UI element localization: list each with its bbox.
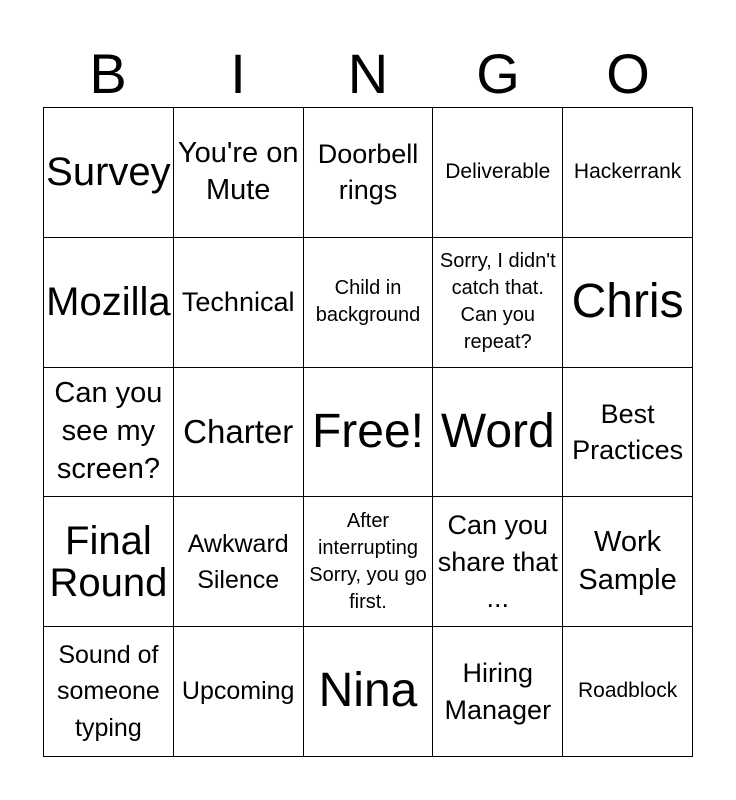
bingo-cell[interactable]: [433, 368, 563, 498]
bingo-cell[interactable]: [174, 238, 304, 368]
bingo-cell-label: Hackerrank: [573, 160, 682, 184]
bingo-cell[interactable]: [304, 627, 434, 757]
bingo-cell-label: Survey: [46, 150, 171, 195]
bingo-cell-label: Awkward Silence: [187, 529, 289, 594]
bingo-cell-label: Free!: [311, 404, 424, 458]
bingo-cell[interactable]: [563, 108, 693, 238]
bingo-header: [43, 40, 693, 108]
bingo-cell[interactable]: [433, 108, 563, 238]
bingo-cell[interactable]: [44, 497, 174, 627]
bingo-cell[interactable]: [563, 368, 693, 498]
header-letter-o: O: [606, 42, 650, 105]
bingo-cell[interactable]: [44, 108, 174, 238]
bingo-cell-label: Word: [440, 404, 555, 458]
bingo-cell-label: Sorry, I didn't catch that. Can you repeat?: [439, 250, 556, 354]
bingo-cell-label: Child in background: [315, 277, 421, 327]
bingo-cell[interactable]: [174, 627, 304, 757]
bingo-cell[interactable]: [174, 368, 304, 498]
bingo-cell-label: Mozilla: [46, 280, 171, 325]
bingo-cell-label: Deliverable: [445, 160, 551, 184]
header-letter-g: G: [476, 42, 520, 105]
bingo-cell-label: Technical: [181, 286, 295, 317]
bingo-cell-label: Roadblock: [577, 679, 678, 703]
bingo-cell-label: Final Round: [49, 518, 168, 605]
bingo-cell[interactable]: [433, 238, 563, 368]
bingo-cell[interactable]: [174, 108, 304, 238]
bingo-cell[interactable]: [304, 497, 434, 627]
bingo-cell-label: Chris: [571, 275, 684, 328]
bingo-cell-label: You're on Mute: [177, 136, 299, 207]
bingo-board: [43, 107, 693, 757]
bingo-cell-label: Best Practices: [572, 398, 684, 465]
bingo-cell[interactable]: [563, 497, 693, 627]
bingo-cell[interactable]: [44, 368, 174, 498]
bingo-cell-label: Nina: [318, 664, 418, 718]
bingo-cell[interactable]: [304, 108, 434, 238]
bingo-cell-label: Can you see my screen?: [54, 377, 163, 485]
bingo-cell[interactable]: [174, 497, 304, 627]
header-letter-i: I: [230, 42, 246, 105]
header-letter-n: N: [347, 42, 389, 105]
bingo-cell-label: Hiring Manager: [444, 658, 552, 725]
bingo-cell[interactable]: [563, 238, 693, 368]
bingo-cell[interactable]: [433, 497, 563, 627]
bingo-cell-label: Upcoming: [181, 677, 295, 706]
bingo-cell[interactable]: [433, 627, 563, 757]
header-letter-b: B: [89, 42, 127, 105]
bingo-cell[interactable]: [44, 627, 174, 757]
bingo-cell[interactable]: [304, 368, 434, 498]
bingo-cell[interactable]: [563, 627, 693, 757]
bingo-cell-label: Charter: [183, 413, 294, 451]
bingo-cell-label: After interrupting Sorry, you go first.: [309, 509, 427, 613]
bingo-cell-label: Can you share that ...: [437, 510, 558, 613]
bingo-cell[interactable]: [304, 238, 434, 368]
bingo-cell-label: Sound of someone typing: [56, 641, 160, 742]
bingo-cell[interactable]: [44, 238, 174, 368]
bingo-cell-label: Doorbell rings: [317, 138, 419, 206]
bingo-cell-label: Work Sample: [578, 526, 677, 596]
